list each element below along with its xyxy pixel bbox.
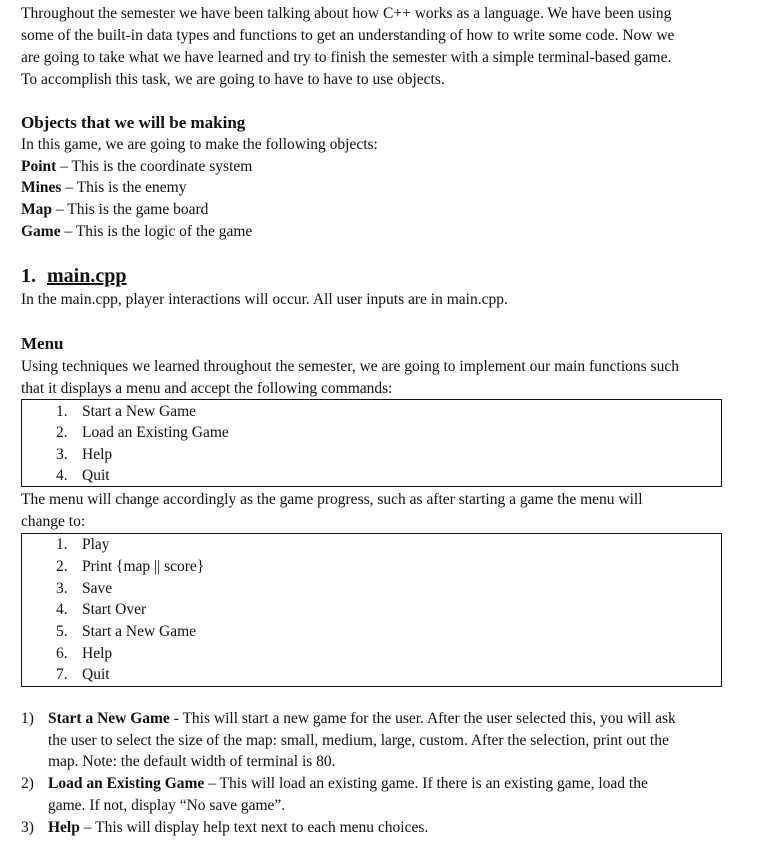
object-desc: – This is the enemy: [61, 179, 187, 196]
list-item: 2. Load an Existing Game: [56, 424, 229, 441]
object-item-mines: [21, 178, 186, 198]
section-number: 1.: [21, 265, 36, 287]
section-title: main.cpp: [47, 265, 127, 287]
list-item: 1. Start a New Game: [56, 403, 197, 420]
object-name: Mines: [21, 179, 62, 196]
menu-change-line: change to:: [21, 513, 86, 530]
main-cpp-desc: In the main.cpp, player interactions will occur. All user inputs are in main.cpp.: [21, 291, 508, 308]
initial-menu-box: [21, 399, 722, 487]
detail-item-start-new-game: Start a New Game - This will start a new game for the user. After the user selected this, you will ask: [48, 710, 676, 727]
detail-number: 1): [21, 710, 34, 727]
menu-change-line: The menu will change accordingly as the game progress, such as after starting a game the menu will: [21, 491, 643, 508]
menu-desc-line: that it displays a menu and accept the following commands:: [21, 380, 393, 397]
intro-line: To accomplish this task, we are going to have to have to use objects.: [21, 71, 445, 88]
list-item: 6. Help: [56, 645, 113, 662]
intro-line: Throughout the semester we have been talking about how C++ works as a language. We have been using: [21, 5, 672, 22]
object-name: Game: [21, 223, 61, 240]
list-item: 4. Start Over: [56, 601, 147, 618]
object-desc: – This is the logic of the game: [60, 223, 253, 240]
list-item: 3. Help: [56, 446, 113, 463]
objects-heading: Objects that we will be making: [21, 113, 246, 132]
object-desc: – This is the coordinate system: [56, 158, 253, 175]
list-item: 7. Quit: [56, 666, 110, 683]
detail-number: 2): [21, 775, 34, 792]
object-item-game: [21, 222, 252, 242]
main-cpp-heading: [21, 264, 126, 288]
detail-item-load-existing-game: Load an Existing Game – This will load an existing game. If there is an existing game, load the: [48, 775, 648, 792]
list-item: 2. Print {map || score}: [56, 558, 205, 575]
game-menu-box: [21, 533, 722, 687]
detail-line: game. If not, display “No save game”.: [48, 797, 286, 814]
object-item-map: [21, 200, 208, 220]
list-item: 1. Play: [56, 536, 110, 553]
intro-line: some of the built-in data types and functions to get an understanding of how to write some code. Now we: [21, 27, 675, 44]
object-name: Point: [21, 158, 57, 175]
object-item-point: [21, 157, 252, 177]
object-name: Map: [21, 201, 52, 218]
detail-item-help: Help – This will display help text next to each menu choices.: [48, 819, 429, 836]
object-desc: – This is the game board: [52, 201, 209, 218]
list-item: 5. Start a New Game: [56, 623, 197, 640]
detail-line: map. Note: the default width of terminal is 80.: [48, 753, 336, 770]
menu-heading: Menu: [21, 334, 64, 353]
list-item: 4. Quit: [56, 467, 110, 484]
intro-line: are going to take what we have learned and try to finish the semester with a simple terminal-based game.: [21, 49, 672, 66]
objects-intro: In this game, we are going to make the following objects:: [21, 136, 378, 153]
detail-line: the user to select the size of the map: small, medium, large, custom. After the selection, print out the: [48, 732, 669, 749]
list-item: 3. Save: [56, 580, 113, 597]
menu-desc-line: Using techniques we learned throughout the semester, we are going to implement our main functions such: [21, 358, 679, 375]
detail-number: 3): [21, 819, 34, 836]
